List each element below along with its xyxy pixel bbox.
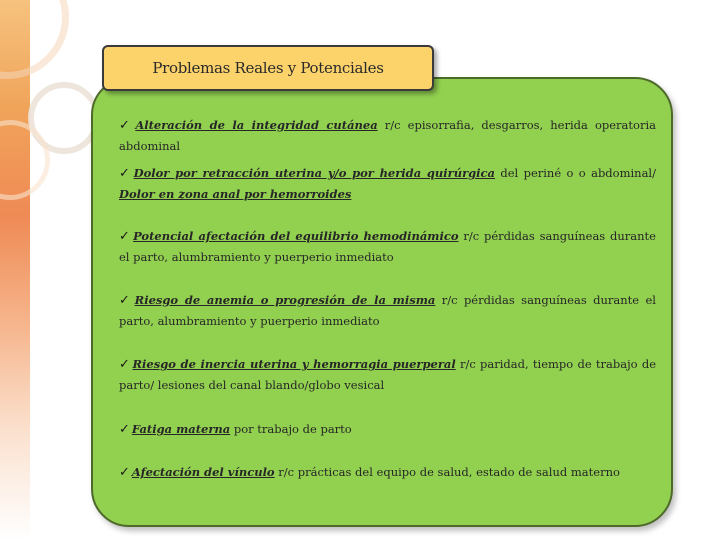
decorative-side-stripe: [0, 0, 30, 540]
page-title: Problemas Reales y Potenciales: [152, 59, 384, 77]
item-text: por trabajo de parto: [230, 422, 352, 436]
item-text: r/c pérdidas sanguíneas durante el parto, alumbramiento y puerperio inmediato: [119, 229, 656, 264]
list-item: [119, 163, 656, 205]
title-box: [102, 45, 434, 91]
list-item: [119, 354, 656, 396]
checkmark-icon: ✓: [119, 166, 132, 181]
checkmark-icon: ✓: [119, 229, 132, 244]
list-item: [119, 226, 656, 268]
checkmark-icon: ✓: [119, 357, 131, 372]
item-text: r/c episorrafia, desgarros, herida operatoria abdominal: [119, 118, 656, 153]
checkmark-icon: ✓: [119, 465, 130, 480]
item-heading: Potencial afectación del equilibrio hemodinámico: [133, 229, 459, 243]
list-item: [119, 462, 656, 483]
list-item: [119, 290, 656, 332]
item-heading: Dolor por retracción uterina y/o por herida quirúrgica: [133, 166, 495, 180]
item-heading: Afectación del vínculo: [131, 465, 275, 479]
item-text: r/c pérdidas sanguíneas durante el parto, alumbramiento y puerperio inmediato: [119, 293, 656, 328]
item-heading: Riesgo de anemia o progresión de la misma: [134, 293, 436, 307]
item-heading-secondary: Dolor en zona anal por hemorroides: [119, 187, 352, 201]
list-item: [119, 419, 656, 440]
item-heading: Alteración de la integridad cutánea: [135, 118, 378, 132]
item-text: del periné o o abdominal/: [495, 166, 656, 180]
checkmark-icon: ✓: [119, 422, 130, 437]
decorative-circle: [0, 0, 69, 79]
checkmark-icon: ✓: [119, 118, 134, 133]
checkmark-icon: ✓: [119, 293, 133, 308]
item-text: r/c paridad, tiempo de trabajo de parto/ lesiones del canal blando/globo vesical: [119, 357, 657, 392]
list-item: [119, 115, 656, 157]
item-heading: Fatiga materna: [131, 422, 231, 436]
item-text: r/c prácticas del equipo de salud, estado de salud materno: [274, 465, 620, 479]
item-heading: Riesgo de inercia uterina y hemorragia puerperal: [132, 357, 456, 371]
